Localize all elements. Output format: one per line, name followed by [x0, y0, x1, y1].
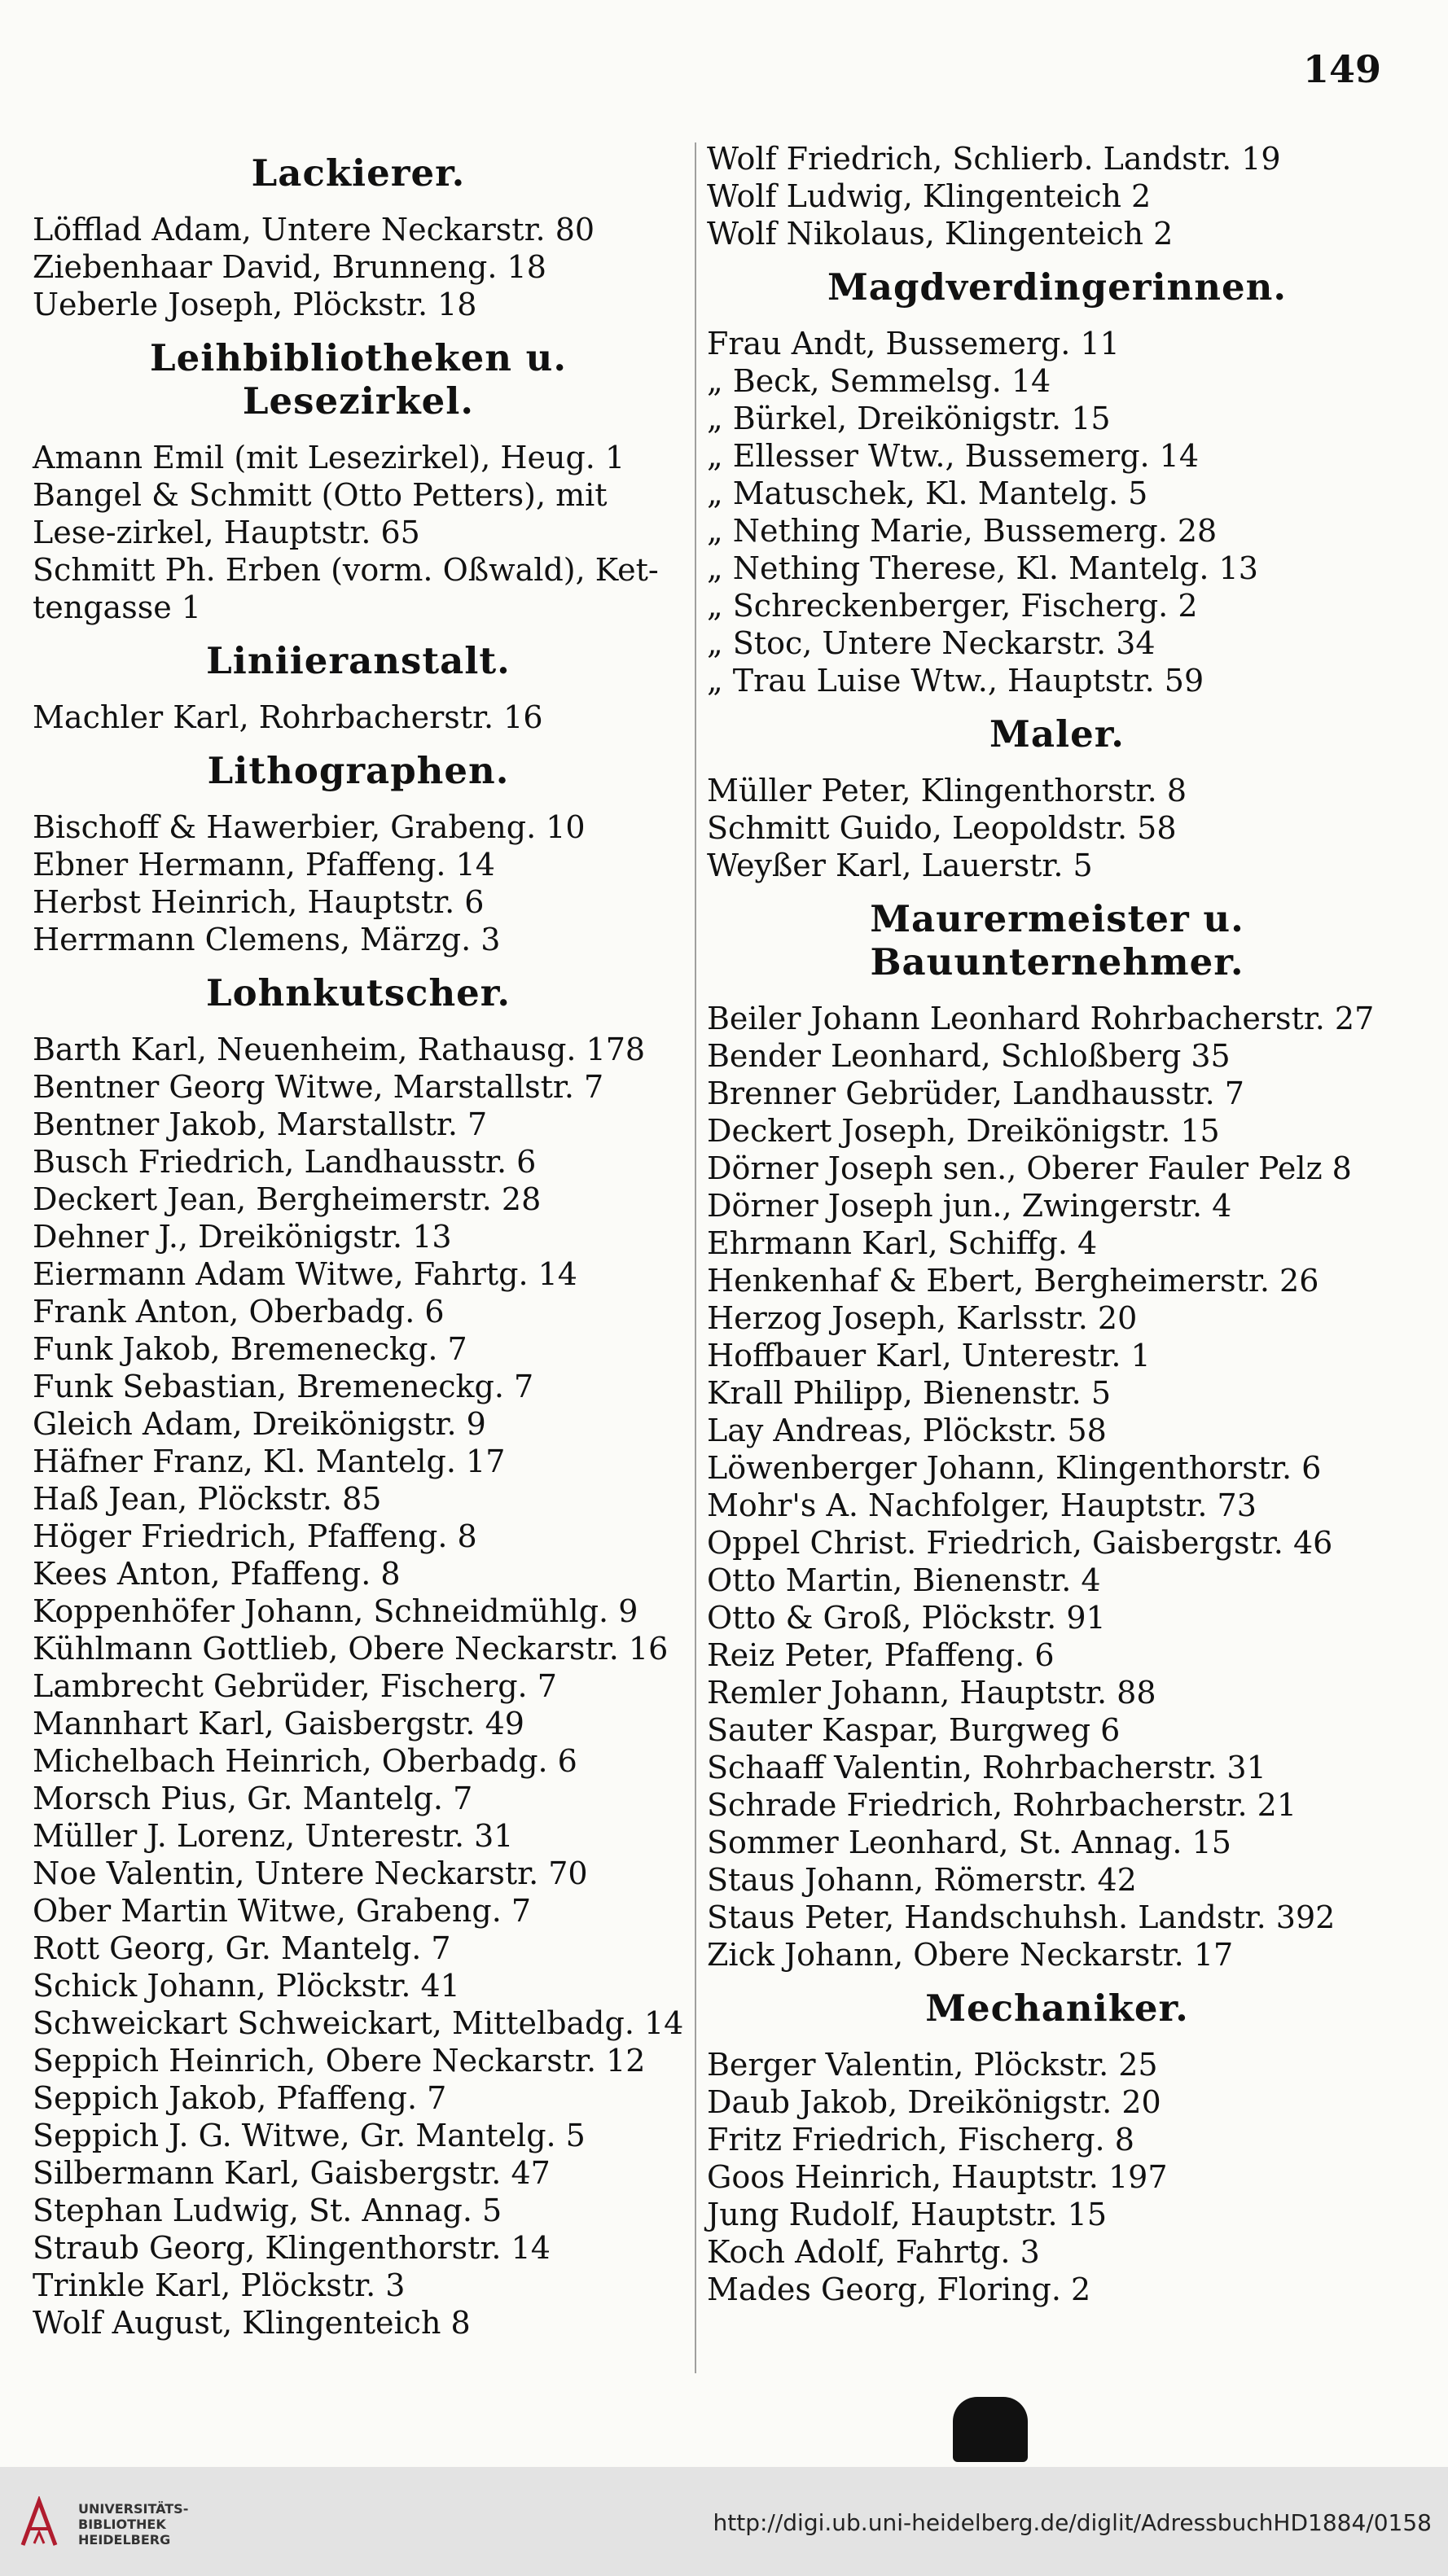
directory-entry: Lay Andreas, Plöckstr. 58: [707, 1413, 1107, 1448]
directory-entry: „ Trau Luise Wtw., Hauptstr. 59: [707, 663, 1204, 699]
directory-entry: „ Schreckenberger, Fischerg. 2: [707, 588, 1198, 624]
directory-section: [707, 712, 1407, 884]
directory-entry: Löwenberger Johann, Klingenthorstr. 6: [707, 1450, 1322, 1486]
directory-entry: Frank Anton, Oberbadg. 6: [33, 1294, 445, 1330]
directory-entry: Koch Adolf, Fahrtg. 3: [707, 2234, 1040, 2270]
section-heading: Lohnkutscher.: [205, 971, 511, 1014]
directory-section: [33, 749, 684, 958]
directory-entry: Kühlmann Gottlieb, Obere Neckarstr. 16: [33, 1631, 669, 1667]
directory-entry: Müller J. Lorenz, Unterestr. 31: [33, 1818, 514, 1854]
directory-entry: Berger Valentin, Plöckstr. 25: [707, 2047, 1158, 2083]
directory-entry: Höger Friedrich, Pfaffeng. 8: [33, 1518, 477, 1554]
directory-entry: Morsch Pius, Gr. Mantelg. 7: [33, 1781, 473, 1816]
directory-entry: Wolf Nikolaus, Klingenteich 2: [707, 216, 1174, 252]
directory-section: [707, 265, 1407, 699]
directory-entry: Herzog Joseph, Karlsstr. 20: [707, 1300, 1138, 1336]
directory-entry: Deckert Jean, Bergheimerstr. 28: [33, 1181, 542, 1217]
directory-entry: Wolf Ludwig, Klingenteich 2: [707, 178, 1152, 214]
section-heading: Liniieranstalt.: [206, 639, 511, 682]
footer-bar: [0, 2467, 1448, 2576]
library-name-line: HEIDELBERG: [78, 2532, 171, 2548]
directory-entry: Schrade Friedrich, Rohrbacherstr. 21: [707, 1787, 1297, 1823]
directory-entry: Oppel Christ. Friedrich, Gaisbergstr. 46: [707, 1525, 1333, 1561]
directory-entry: Mohr's A. Nachfolger, Hauptstr. 73: [707, 1487, 1257, 1523]
directory-entry: Eiermann Adam Witwe, Fahrtg. 14: [33, 1256, 577, 1292]
directory-entry: Dörner Joseph sen., Oberer Fauler Pelz 8: [707, 1150, 1352, 1186]
directory-entry: Busch Friedrich, Landhausstr. 6: [33, 1144, 537, 1180]
directory-entry: Kees Anton, Pfaffeng. 8: [33, 1556, 401, 1592]
directory-entry: „ Nething Therese, Kl. Mantelg. 13: [707, 550, 1258, 586]
directory-entry: „ Ellesser Wtw., Bussemerg. 14: [707, 438, 1200, 474]
directory-entry: Barth Karl, Neuenheim, Rathausg. 178: [33, 1032, 646, 1067]
section-heading: Lackierer.: [251, 151, 466, 195]
section-heading: Maurermeister u. Bauunternehmer.: [870, 897, 1244, 984]
directory-entry: Reiz Peter, Pfaffeng. 6: [707, 1637, 1055, 1673]
directory-entry: Frau Andt, Bussemerg. 11: [707, 326, 1120, 361]
section-heading: Leihbibliotheken u. Lesezirkel.: [149, 336, 568, 423]
directory-entry: Amann Emil (mit Lesezirkel), Heug. 1: [33, 440, 625, 475]
directory-entry: Schmitt Guido, Leopoldstr. 58: [707, 810, 1177, 846]
section-heading: Maler.: [989, 712, 1125, 756]
directory-entry: Otto Martin, Bienenstr. 4: [707, 1562, 1101, 1598]
directory-entry: Funk Sebastian, Bremeneckg. 7: [33, 1369, 534, 1404]
directory-section: [33, 971, 684, 2342]
directory-entry: Haß Jean, Plöckstr. 85: [33, 1481, 382, 1517]
directory-entry: Seppich J. G. Witwe, Gr. Mantelg. 5: [33, 2118, 586, 2153]
section-heading: Mechaniker.: [925, 1987, 1189, 2030]
directory-entry: Deckert Joseph, Dreikönigstr. 15: [707, 1113, 1220, 1149]
directory-entry: Herbst Heinrich, Hauptstr. 6: [33, 884, 485, 920]
ink-blot-mark: [953, 2397, 1028, 2462]
directory-entry: Stephan Ludwig, St. Annag. 5: [33, 2193, 502, 2228]
column-divider: [695, 142, 696, 2373]
directory-entry: Zick Johann, Obere Neckarstr. 17: [707, 1937, 1234, 1973]
directory-entry: „ Stoc, Untere Neckarstr. 34: [707, 625, 1156, 661]
directory-section: [33, 151, 684, 323]
directory-entry: Koppenhöfer Johann, Schneidmühlg. 9: [33, 1593, 638, 1629]
library-name-line: BIBLIOTHEK: [78, 2517, 166, 2532]
directory-entry: Müller Peter, Klingenthorstr. 8: [707, 773, 1187, 808]
directory-entry: Silbermann Karl, Gaisbergstr. 47: [33, 2155, 551, 2191]
directory-entry: Dörner Joseph jun., Zwingerstr. 4: [707, 1188, 1232, 1224]
directory-entry: Henkenhaf & Ebert, Bergheimerstr. 26: [707, 1263, 1319, 1299]
directory-entry: Staus Johann, Römerstr. 42: [707, 1862, 1137, 1898]
directory-entry: Otto & Groß, Plöckstr. 91: [707, 1600, 1106, 1636]
directory-entry: „ Nething Marie, Bussemerg. 28: [707, 513, 1218, 549]
directory-entry: Trinkle Karl, Plöckstr. 3: [33, 2267, 406, 2303]
directory-entry: Noe Valentin, Untere Neckarstr. 70: [33, 1855, 588, 1891]
library-name-line: UNIVERSITÄTS-: [78, 2501, 189, 2517]
directory-entry: Weyßer Karl, Lauerstr. 5: [707, 848, 1093, 883]
left-column: [33, 138, 684, 2342]
directory-entry: Bentner Georg Witwe, Marstallstr. 7: [33, 1069, 604, 1105]
directory-entry: Machler Karl, Rohrbacherstr. 16: [33, 699, 543, 735]
directory-entry: Ziebenhaar David, Brunneng. 18: [33, 249, 546, 285]
directory-entry: Brenner Gebrüder, Landhausstr. 7: [707, 1076, 1244, 1111]
directory-entry: Seppich Heinrich, Obere Neckarstr. 12: [33, 2043, 646, 2079]
directory-entry: Rott Georg, Gr. Mantelg. 7: [33, 1930, 451, 1966]
directory-entry: Ebner Hermann, Pfaffeng. 14: [33, 847, 495, 883]
directory-entry: Seppich Jakob, Pfaffeng. 7: [33, 2080, 447, 2116]
directory-entry: Krall Philipp, Bienenstr. 5: [707, 1375, 1112, 1411]
directory-entry: „ Bürkel, Dreikönigstr. 15: [707, 401, 1111, 436]
source-url-link[interactable]: http://digi.ub.uni-heidelberg.de/diglit/AdressbuchHD1884/0158: [713, 2509, 1432, 2536]
right-column: [707, 140, 1407, 2308]
directory-entry: Bangel & Schmitt (Otto Petters), mit Lese-zirkel, Hauptstr. 65: [33, 477, 608, 550]
directory-entry: Löfflad Adam, Untere Neckarstr. 80: [33, 212, 595, 248]
directory-entry: Funk Jakob, Bremeneckg. 7: [33, 1331, 467, 1367]
directory-entry: Ehrmann Karl, Schiffg. 4: [707, 1225, 1098, 1261]
directory-entry: Schick Johann, Plöckstr. 41: [33, 1968, 460, 2004]
directory-entry: Sommer Leonhard, St. Annag. 15: [707, 1825, 1231, 1860]
directory-section: [707, 897, 1407, 1974]
directory-entry: Ueberle Joseph, Plöckstr. 18: [33, 287, 477, 322]
directory-entry: Schmitt Ph. Erben (vorm. Oßwald), Ket-tengasse 1: [33, 552, 659, 625]
directory-section: [33, 336, 684, 626]
directory-entry: Fritz Friedrich, Fischerg. 8: [707, 2122, 1134, 2158]
directory-entry: Bentner Jakob, Marstallstr. 7: [33, 1106, 488, 1142]
directory-entry: Bender Leonhard, Schloßberg 35: [707, 1038, 1231, 1074]
directory-section: [33, 639, 684, 736]
section-heading: Lithographen.: [207, 749, 510, 792]
directory-entry: Beiler Johann Leonhard Rohrbacherstr. 27: [707, 1001, 1375, 1036]
directory-entry: Gleich Adam, Dreikönigstr. 9: [33, 1406, 486, 1442]
directory-entry: Straub Georg, Klingenthorstr. 14: [33, 2230, 551, 2266]
directory-entry: Wolf Friedrich, Schlierb. Landstr. 19: [707, 141, 1281, 177]
directory-entry: Daub Jakob, Dreikönigstr. 20: [707, 2084, 1161, 2120]
directory-entry: Häfner Franz, Kl. Mantelg. 17: [33, 1444, 506, 1479]
directory-entry: Sauter Kaspar, Burgweg 6: [707, 1712, 1121, 1748]
directory-entry: Schweickart Schweickart, Mittelbadg. 14: [33, 2005, 684, 2041]
directory-entry: Mannhart Karl, Gaisbergstr. 49: [33, 1706, 524, 1741]
library-logo-icon: [18, 2496, 60, 2550]
directory-section: [707, 140, 1407, 252]
directory-entry: Remler Johann, Hauptstr. 88: [707, 1675, 1156, 1711]
directory-entry: Bischoff & Hawerbier, Grabeng. 10: [33, 809, 586, 845]
directory-entry: Goos Heinrich, Hauptstr. 197: [707, 2159, 1168, 2195]
directory-entry: Ober Martin Witwe, Grabeng. 7: [33, 1893, 532, 1929]
directory-entry: Herrmann Clemens, Märzg. 3: [33, 922, 501, 957]
directory-entry: Mades Georg, Floring. 2: [707, 2272, 1091, 2307]
directory-entry: „ Matuschek, Kl. Mantelg. 5: [707, 475, 1148, 511]
directory-entry: Hoffbauer Karl, Unterestr. 1: [707, 1338, 1151, 1373]
library-name: [78, 2501, 188, 2548]
directory-section: [707, 1987, 1407, 2308]
section-heading: Magdverdingerinnen.: [827, 265, 1287, 309]
page-number: 149: [1303, 47, 1382, 91]
directory-entry: Wolf August, Klingenteich 8: [33, 2305, 471, 2341]
directory-entry: Schaaff Valentin, Rohrbacherstr. 31: [707, 1750, 1266, 1785]
directory-entry: Dehner J., Dreikönigstr. 13: [33, 1219, 452, 1255]
directory-entry: Lambrecht Gebrüder, Fischerg. 7: [33, 1668, 557, 1704]
directory-entry: Staus Peter, Handschuhsh. Landstr. 392: [707, 1899, 1336, 1935]
directory-entry: Michelbach Heinrich, Oberbadg. 6: [33, 1743, 577, 1779]
directory-entry: Jung Rudolf, Hauptstr. 15: [707, 2197, 1108, 2232]
directory-entry: „ Beck, Semmelsg. 14: [707, 363, 1051, 399]
